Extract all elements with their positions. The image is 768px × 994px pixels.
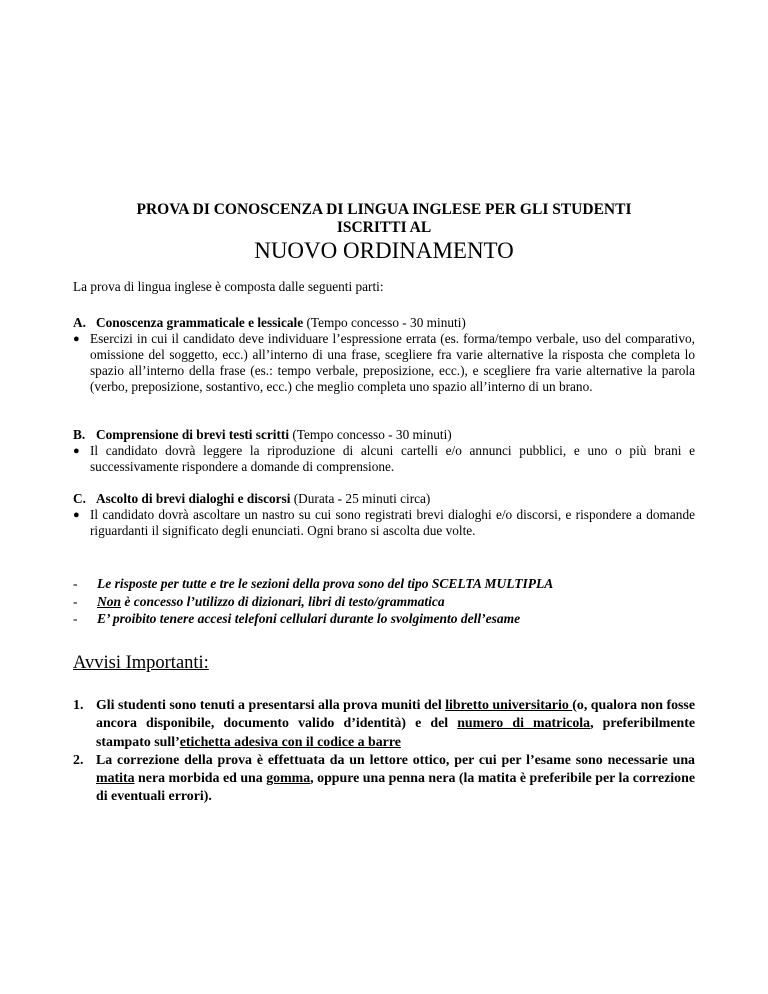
note-underlined-word: Non <box>97 593 122 609</box>
section-c <box>73 491 695 539</box>
section-c-bullet-text: Il candidato dovrà ascoltare un nastro su cui sono registrati brevi dialoghi e/o discorsi, e rispondere a domande riguardanti il significato degli enunciati. Ogni brano si ascolta due volte. <box>90 507 695 538</box>
section-b-bullet-text: Il candidato dovrà leggere la riproduzione di alcuni cartelli e/o annunci pubblici, e uno o più brani e successivamente rispondere a domande di comprensione. <box>90 443 695 474</box>
underlined-matricola: numero di matricola <box>457 716 591 732</box>
intro-paragraph: La prova di lingua inglese è composta dalle seguenti parti: <box>73 279 384 294</box>
bullet-icon: ● <box>73 333 80 345</box>
avviso-number: 2. <box>73 752 84 768</box>
note-no-phones: E’ proibito tenere accesi telefoni cellulari durante lo svolgimento dell’esame <box>97 611 521 626</box>
section-c-letter: C. <box>73 491 86 506</box>
section-a-header <box>73 315 695 331</box>
underlined-gomma: gomma <box>266 771 311 787</box>
section-b-duration: (Tempo concesso - 30 minuti) <box>289 427 452 442</box>
bullet-icon: ● <box>73 445 80 457</box>
section-c-duration: (Durata - 25 minuti circa) <box>290 491 431 506</box>
note-item <box>73 593 695 611</box>
note-dash: - <box>73 611 78 626</box>
avviso-text: La correzione della prova è effettuata da un lettore ottico, per cui per l’esame sono necessarie una matita nera morbida ed una gomma, oppure una penna nera (la matita è preferibile per la correzione di eventuali errori). <box>96 752 695 805</box>
note-dash: - <box>73 576 78 591</box>
section-b-bullet <box>73 443 695 475</box>
avviso-number: 1. <box>73 698 84 713</box>
document-heading <box>60 201 708 237</box>
underlined-etichetta: etichetta adesiva con il codice a barre <box>179 734 401 750</box>
avviso-item-1 <box>73 697 695 752</box>
avvisi-list <box>73 697 695 807</box>
bullet-icon: ● <box>73 509 80 521</box>
section-b <box>73 427 695 475</box>
avviso-item-2 <box>73 752 695 807</box>
avviso-text: Gli studenti sono tenuti a presentarsi alla prova muniti del libretto universitario (o, qualora non fosse ancora disponibile, documento valido d’identità) e del numero di matricola, preferibilmente stampato sull’etichetta adesiva con il codice a barre <box>96 698 696 750</box>
section-a-letter: A. <box>73 315 86 330</box>
underlined-matita: matita <box>96 771 135 787</box>
section-b-title: Comprensione di brevi testi scritti <box>96 427 290 442</box>
section-a-bullet-text: Esercizi in cui il candidato deve individuare l’espressione errata (es. forma/tempo verbale, uso del comparativo, omissione del soggetto, ecc.) all’interno di una frase, scegliere fra varie alternative la risposta che completa lo spazio all’interno della frase (es.: tempo verbale, preposizione, ecc.), e scegliere fra varie alternative la parola (verbo, preposizione, sostantivo, ecc.) che meglio completa uno spazio all’interno di un brano. <box>90 331 695 394</box>
section-c-bullet <box>73 507 695 539</box>
section-b-letter: B. <box>73 427 86 442</box>
heading-main-title: NUOVO ORDINAMENTO <box>254 238 514 263</box>
note-dash: - <box>73 593 78 609</box>
heading-line-2: ISCRITTI AL <box>336 219 432 236</box>
section-a-title: Conoscenza grammaticale e lessicale <box>96 315 304 330</box>
avvisi-heading: Avvisi Importanti: <box>73 653 209 673</box>
notes-list <box>73 575 695 628</box>
note-no-dictionaries: Non è concesso l’utilizzo di dizionari, libri di testo/grammatica <box>97 593 445 609</box>
note-multiple-choice: Le risposte per tutte e tre le sezioni della prova sono del tipo SCELTA MULTIPLA <box>97 576 554 591</box>
section-a-bullet <box>73 331 695 395</box>
section-c-title: Ascolto di brevi dialoghi e discorsi <box>96 491 291 506</box>
note-item <box>73 575 695 593</box>
underlined-libretto: libretto universitario <box>445 698 573 713</box>
section-a <box>73 315 695 395</box>
note-item <box>73 610 695 628</box>
section-a-duration: (Tempo concesso - 30 minuti) <box>303 315 466 330</box>
heading-line-1: PROVA DI CONOSCENZA DI LINGUA INGLESE PER GLI STUDENTI <box>136 201 632 218</box>
section-b-header <box>73 427 695 443</box>
section-c-header <box>73 491 695 507</box>
